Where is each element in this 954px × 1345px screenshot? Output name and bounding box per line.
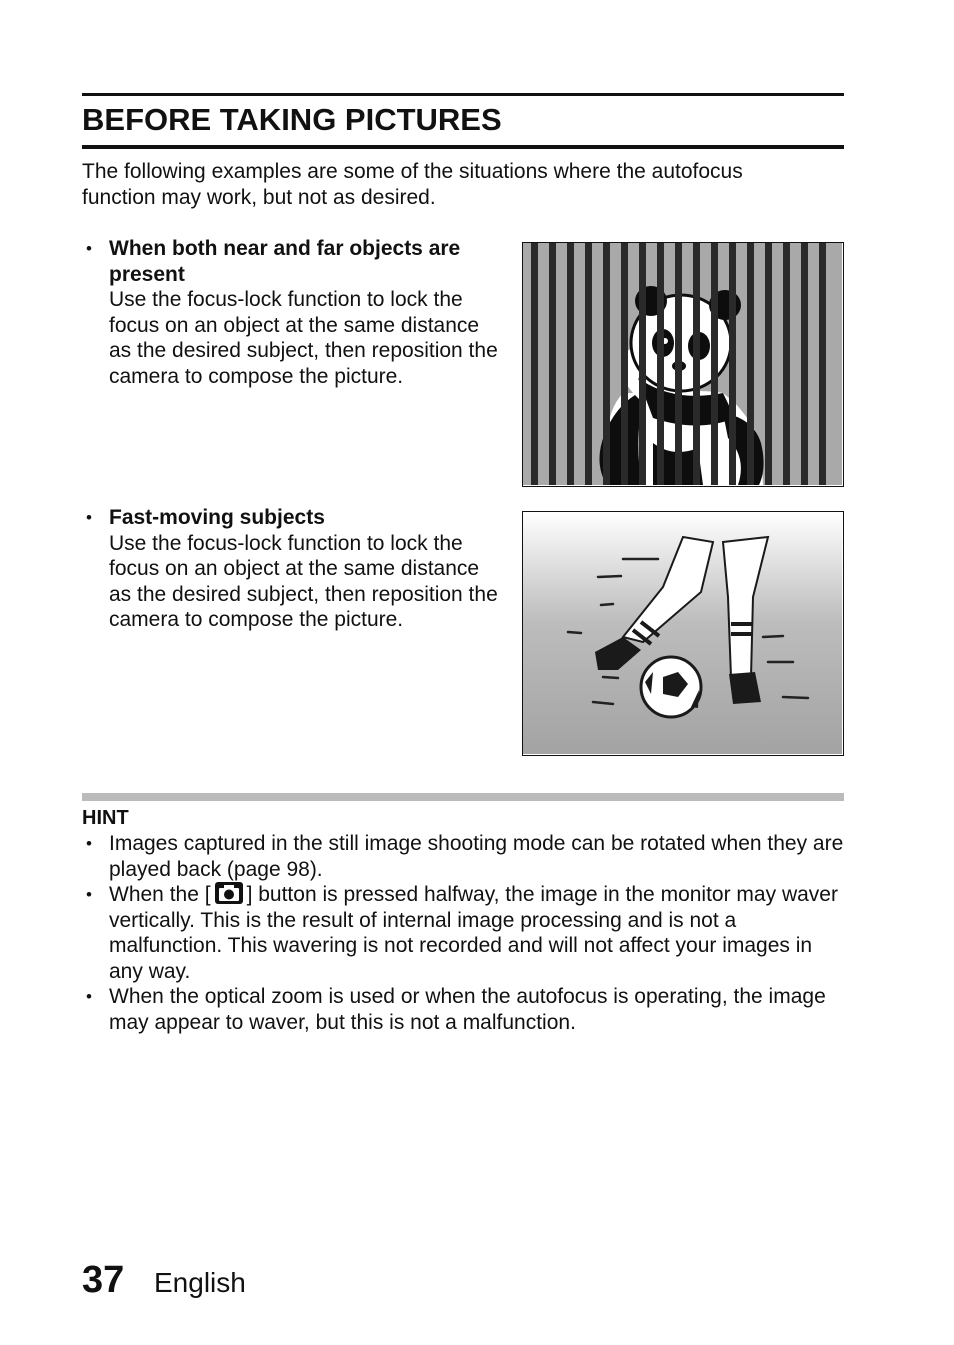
- section-fast-moving: [86, 505, 506, 633]
- panda-behind-bars-illustration: [522, 242, 844, 487]
- page-title: BEFORE TAKING PICTURES: [82, 102, 502, 137]
- section-body: Use the focus-lock function to lock the focus on an object at the same distance as the desired subject, then reposition the camera to compose the picture.: [109, 531, 498, 631]
- hint-item: [86, 831, 844, 882]
- hint-divider: [82, 793, 844, 801]
- hint-text: Images captured in the still image shooting mode can be rotated when they are played back (page 98).: [109, 832, 844, 881]
- title-underline: [82, 145, 844, 149]
- top-rule: [82, 93, 844, 96]
- intro-paragraph: The following examples are some of the situations where the autofocus function may work, but not as desired.: [82, 160, 743, 209]
- camera-icon: [215, 882, 243, 904]
- bullet: •: [86, 987, 92, 1006]
- bullet: •: [86, 834, 92, 853]
- section-heading: When both near and far objects are present: [109, 237, 461, 286]
- hint-label: HINT: [82, 807, 129, 829]
- bullet: •: [86, 239, 92, 258]
- bullet: •: [86, 508, 92, 527]
- language-label: English: [154, 1267, 246, 1298]
- hint-text: When the optical zoom is used or when the autofocus is operating, the image may appear to waver, but this is not a malfunction.: [109, 985, 826, 1034]
- section-near-far: [86, 236, 506, 389]
- section-heading: Fast-moving subjects: [109, 506, 325, 529]
- soccer-player-illustration: [522, 511, 844, 756]
- hint-item: [86, 882, 844, 984]
- page-number: 37: [82, 1259, 125, 1301]
- section-body: Use the focus-lock function to lock the focus on an object at the same distance as the desired subject, then reposition the camera to compose the picture.: [109, 288, 498, 388]
- hint-text-after: ] button is pressed halfway, the image in the monitor may waver vertically. This is the result of internal image processing and is not a malfunction. This wavering is not recorded and will not affect your images in any way.: [109, 883, 838, 983]
- hint-text-before: When the [: [109, 883, 211, 906]
- hint-list: [86, 831, 844, 1035]
- bullet: •: [86, 885, 92, 904]
- hint-item: [86, 984, 844, 1035]
